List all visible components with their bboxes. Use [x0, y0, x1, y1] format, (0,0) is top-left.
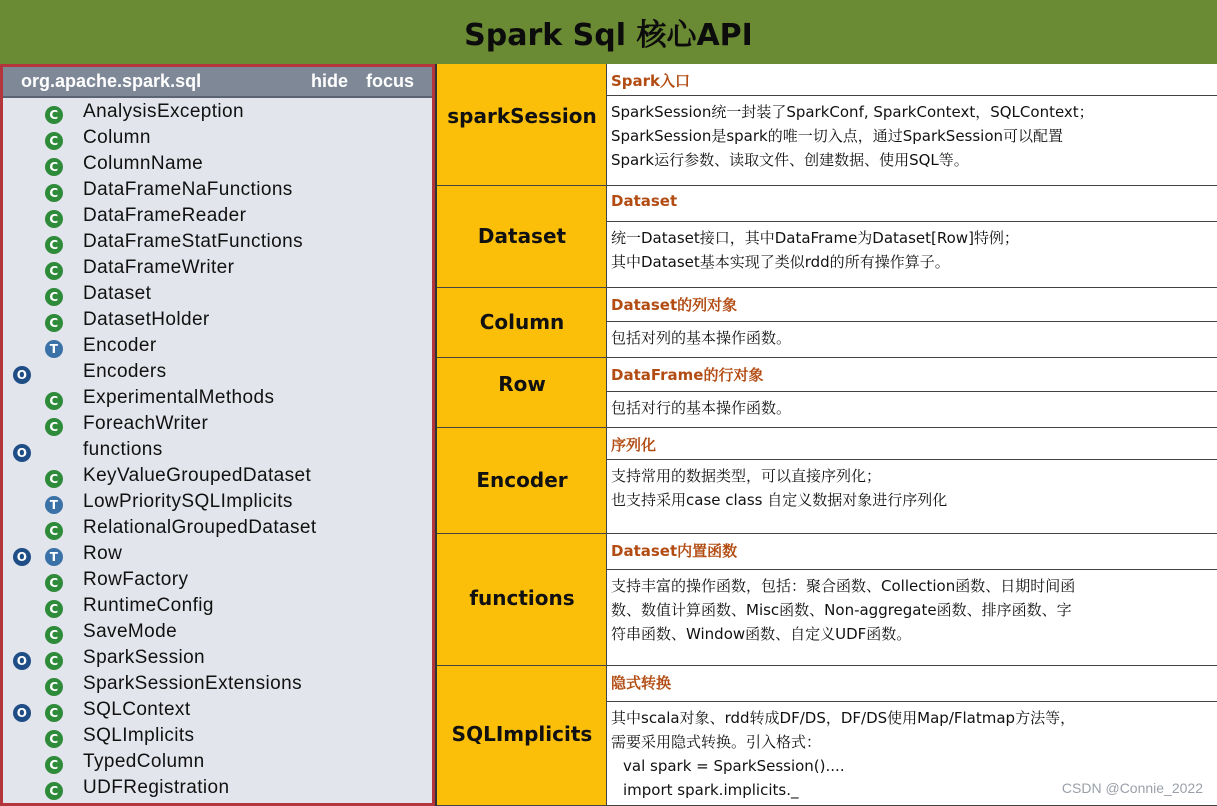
package-item-label[interactable]: DataFrameWriter — [83, 257, 235, 278]
api-name-cell — [437, 428, 607, 533]
package-item[interactable] — [3, 671, 432, 697]
package-item[interactable] — [3, 177, 432, 203]
api-name-cell — [437, 358, 607, 427]
object-icon[interactable]: O — [13, 704, 31, 722]
api-name: Column — [479, 310, 565, 334]
page-title: Spark Sql 核心API — [0, 0, 1217, 64]
class-icon[interactable]: C — [45, 314, 63, 332]
package-item-label[interactable]: SaveMode — [83, 621, 178, 642]
package-item[interactable] — [3, 359, 432, 385]
api-description — [607, 570, 1217, 666]
package-item[interactable] — [3, 723, 432, 749]
api-row — [437, 428, 1217, 534]
package-item[interactable] — [3, 463, 432, 489]
package-item[interactable] — [3, 99, 432, 125]
api-row — [437, 288, 1217, 358]
api-description-line: 符串函数、Window函数、自定义UDF函数。 — [611, 625, 912, 643]
package-item-list — [3, 98, 432, 801]
package-item-label[interactable]: DataFrameNaFunctions — [83, 179, 293, 200]
package-item[interactable] — [3, 437, 432, 463]
api-heading: 序列化 — [607, 428, 1217, 460]
package-item-label[interactable]: LowPrioritySQLImplicits — [83, 491, 293, 512]
api-name-cell — [437, 534, 607, 665]
package-item[interactable] — [3, 203, 432, 229]
package-item[interactable] — [3, 281, 432, 307]
package-panel — [0, 64, 435, 806]
api-description-line: import spark.implicits._ — [623, 781, 799, 799]
api-description-line: 支持常用的数据类型，可以直接序列化； — [611, 467, 882, 485]
trait-icon[interactable]: T — [45, 548, 63, 566]
api-row — [437, 186, 1217, 288]
api-heading: Dataset的列对象 — [607, 288, 1217, 322]
api-heading: Dataset — [607, 186, 1217, 222]
api-description-line: 统一Dataset接口，其中DataFrame为Dataset[Row]特例； — [611, 229, 1019, 247]
package-item-label[interactable]: Encoders — [83, 361, 167, 382]
package-item-label[interactable]: Dataset — [83, 283, 152, 304]
object-icon[interactable]: O — [13, 548, 31, 566]
api-description-line: 需要采用隐式转换。引入格式： — [611, 733, 822, 751]
class-icon[interactable]: C — [45, 470, 63, 488]
package-item-label[interactable]: UDFRegistration — [83, 777, 230, 798]
api-heading: Dataset内置函数 — [607, 534, 1217, 570]
class-icon[interactable]: C — [45, 730, 63, 748]
api-name: SQLImplicits — [451, 722, 593, 746]
package-item-label[interactable]: ColumnName — [83, 153, 204, 174]
api-description-line: 数、数值计算函数、Misc函数、Non-aggregate函数、排序函数、字 — [611, 601, 1072, 619]
api-name: Row — [498, 372, 546, 396]
api-name: Dataset — [477, 224, 567, 248]
package-item-label[interactable]: SQLContext — [83, 699, 191, 720]
api-heading: Spark入口 — [607, 64, 1217, 96]
package-item[interactable] — [3, 567, 432, 593]
api-description-line: SparkSession统一封装了SparkConf, SparkContext，SQLContext； — [611, 103, 1094, 121]
object-icon[interactable]: O — [13, 366, 31, 384]
package-item[interactable] — [3, 125, 432, 151]
package-item-label[interactable]: ForeachWriter — [83, 413, 209, 434]
package-item[interactable] — [3, 697, 432, 723]
watermark: CSDN @Connie_2022 — [1061, 780, 1203, 796]
api-name: sparkSession — [447, 104, 597, 128]
class-icon[interactable]: C — [45, 158, 63, 176]
package-item[interactable] — [3, 307, 432, 333]
class-icon[interactable]: C — [45, 574, 63, 592]
class-icon[interactable]: C — [45, 782, 63, 800]
class-icon[interactable]: C — [45, 756, 63, 774]
package-item[interactable] — [3, 515, 432, 541]
package-item[interactable] — [3, 619, 432, 645]
api-row — [437, 64, 1217, 186]
class-icon[interactable]: C — [45, 704, 63, 722]
class-icon[interactable]: C — [45, 626, 63, 644]
api-description-line: Spark运行参数、读取文件、创建数据、使用SQL等。 — [611, 151, 969, 169]
api-description-line: 也支持采用case class 自定义数据对象进行序列化 — [611, 491, 948, 509]
api-heading: 隐式转换 — [607, 666, 1217, 702]
package-item-label[interactable]: KeyValueGroupedDataset — [83, 465, 312, 486]
package-item[interactable] — [3, 411, 432, 437]
object-icon[interactable]: O — [13, 652, 31, 670]
api-name-cell — [437, 288, 607, 357]
package-item-label[interactable]: SparkSessionExtensions — [83, 673, 302, 694]
package-item-label[interactable]: RelationalGroupedDataset — [83, 517, 317, 538]
api-description — [607, 222, 1217, 288]
api-description-line: 其中Dataset基本实现了类似rdd的所有操作算子。 — [611, 253, 950, 271]
package-item[interactable] — [3, 385, 432, 411]
object-icon[interactable]: O — [13, 444, 31, 462]
package-item-label[interactable]: functions — [83, 439, 163, 460]
class-icon[interactable]: C — [45, 600, 63, 618]
class-icon[interactable]: C — [45, 210, 63, 228]
package-item-label[interactable]: DataFrameReader — [83, 205, 247, 226]
class-icon[interactable]: C — [45, 262, 63, 280]
api-description-line: 支持丰富的操作函数，包括：聚合函数、Collection函数、日期时间函 — [611, 577, 1076, 595]
package-item-label[interactable]: TypedColumn — [83, 751, 205, 772]
class-icon[interactable]: C — [45, 236, 63, 254]
api-description-line: SparkSession是spark的唯一切入点，通过SparkSession可以配置 — [611, 127, 1064, 145]
package-item[interactable] — [3, 333, 432, 359]
package-item[interactable] — [3, 749, 432, 775]
package-item-label[interactable]: RuntimeConfig — [83, 595, 214, 616]
api-name-cell — [437, 64, 607, 185]
package-item[interactable] — [3, 541, 432, 567]
package-item-label[interactable]: DatasetHolder — [83, 309, 210, 330]
class-icon[interactable]: C — [45, 418, 63, 436]
api-name: Encoder — [476, 468, 568, 492]
api-description — [607, 96, 1217, 186]
class-icon[interactable]: C — [45, 184, 63, 202]
package-item-label[interactable]: SparkSession — [83, 647, 206, 668]
package-item[interactable] — [3, 151, 432, 177]
api-heading: DataFrame的行对象 — [607, 358, 1217, 392]
api-description-line: 包括对列的基本操作函数。 — [611, 329, 792, 347]
api-name-cell — [437, 666, 607, 805]
class-icon[interactable]: C — [45, 522, 63, 540]
api-description-line: 其中scala对象、rdd转成DF/DS，DF/DS使用Map/Flatmap方法等， — [611, 709, 1076, 727]
package-item-label[interactable]: Encoder — [83, 335, 157, 356]
class-icon[interactable]: C — [45, 288, 63, 306]
package-item-label[interactable]: SQLImplicits — [83, 725, 195, 746]
api-row — [437, 358, 1217, 428]
package-item[interactable] — [3, 255, 432, 281]
package-item-label[interactable]: RowFactory — [83, 569, 189, 590]
api-name: functions — [469, 586, 575, 610]
package-name[interactable]: org.apache.spark.sql — [21, 71, 202, 91]
package-item-label[interactable]: ExperimentalMethods — [83, 387, 275, 408]
api-row — [437, 534, 1217, 666]
class-icon[interactable]: C — [45, 678, 63, 696]
trait-icon[interactable]: T — [45, 496, 63, 514]
class-icon[interactable]: C — [45, 132, 63, 150]
class-icon[interactable]: C — [45, 106, 63, 124]
focus-link[interactable]: focus — [365, 71, 414, 91]
api-description-line: 包括对行的基本操作函数。 — [611, 399, 792, 417]
package-item-label[interactable]: DataFrameStatFunctions — [83, 231, 303, 252]
package-item-label[interactable]: Row — [83, 543, 123, 564]
api-name-cell — [437, 186, 607, 287]
class-icon[interactable]: C — [45, 392, 63, 410]
hide-link[interactable]: hide — [310, 71, 348, 91]
package-item-label[interactable]: Column — [83, 127, 151, 148]
api-description — [607, 322, 1217, 358]
api-description — [607, 392, 1217, 428]
package-item[interactable] — [3, 645, 432, 671]
api-description-line: val spark = SparkSession().... — [623, 757, 845, 775]
class-icon[interactable]: C — [45, 652, 63, 670]
package-item[interactable] — [3, 775, 432, 801]
package-header — [3, 67, 432, 98]
api-description-table — [435, 64, 1217, 806]
package-item[interactable] — [3, 229, 432, 255]
api-description — [607, 460, 1217, 534]
package-item[interactable] — [3, 593, 432, 619]
package-item-label[interactable]: AnalysisException — [83, 101, 244, 122]
package-item[interactable] — [3, 489, 432, 515]
trait-icon[interactable]: T — [45, 340, 63, 358]
